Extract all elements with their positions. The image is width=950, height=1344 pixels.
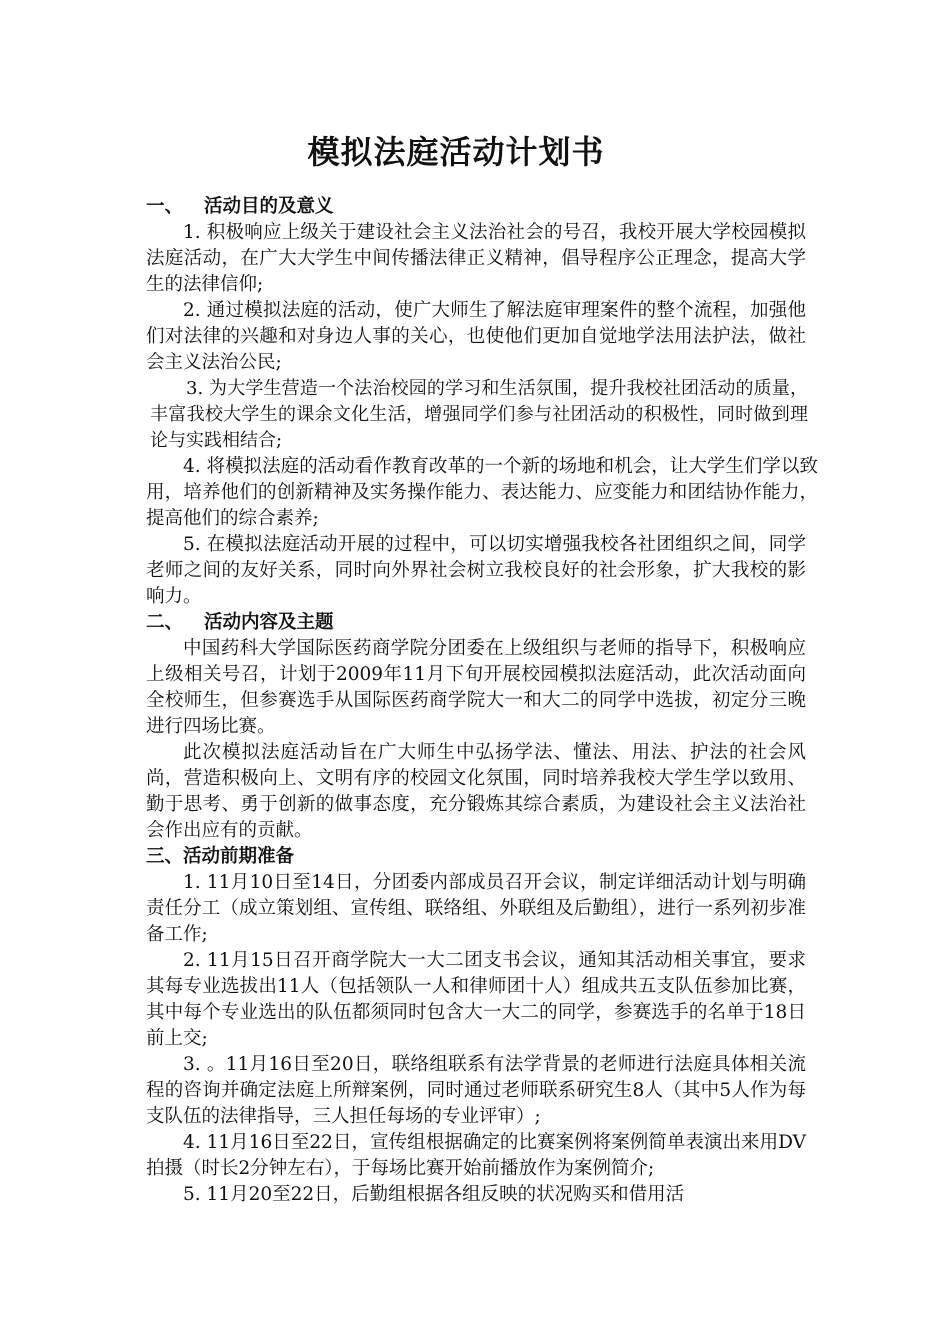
section-title: 活动目的及意义	[204, 196, 334, 217]
paragraph: 5. 11月20至22日，后勤组根据各组反映的状况购买和借用活	[183, 1184, 685, 1205]
section-heading-1	[146, 194, 818, 220]
paragraph: 2. 通过模拟法庭的活动，使广大师生了解法庭审理案件的整个流程，加强他们对法律的兴趣和对身边人事的关心，也使他们更加自觉地学法用法护法，做社会主义法治公民;	[146, 300, 806, 373]
paragraph: 4. 11月16日至22日，宣传组根据确定的比赛案例将案例简单表演出来用DV拍摄（时长2分钟左右），于每场比赛开始前播放作为案例简介;	[146, 1132, 806, 1179]
paragraph: 3. 。11月16日至20日，联络组联系有法学背景的老师进行法庭具体相关流程的咨询并确定法庭上所辩案例，同时通过老师联系研究生8人（其中5人作为每支队伍的法律指导，三人担任每场的专业评审）;	[146, 1054, 806, 1127]
paragraph: 2. 11月15日召开商学院大一大二团支书会议，通知其活动相关事宜，要求其每专业选拔出11人（包括领队一人和律师团十人）组成共五支队伍参加比赛，其中每个专业选出的队伍都须同时包含大一大二的同学，参赛选手的名单于18日前上交;	[146, 950, 806, 1049]
section-number: 二、	[146, 612, 184, 633]
paragraph: 3. 为大学生营造一个法治校园的学习和生活氛围，提升我校社团活动的质量，丰富我校大学生的课余文化生活，增强同学们参与社团活动的积极性，同时做到理论与实践相结合;	[150, 378, 808, 451]
paragraph: 1. 11月10日至14日，分团委内部成员召开会议，制定详细活动计划与明确责任分工（成立策划组、宣传组、联络组、外联组及后勤组），进行一系列初步准备工作;	[146, 872, 806, 945]
section-heading-3	[146, 844, 818, 870]
paragraph: 4. 将模拟法庭的活动看作教育改革的一个新的场地和机会，让大学生们学以致用，培养他们的创新精神及实务操作能力、表达能力、应变能力和团结协作能力，提高他们的综合素养;	[146, 456, 818, 529]
section-number: 一、	[146, 196, 184, 217]
paragraph: 1. 积极响应上级关于建设社会主义法治社会的号召，我校开展大学校园模拟法庭活动，在广大大学生中间传播法律正义精神，倡导程序公正理念，提高大学生的法律信仰;	[146, 222, 806, 295]
paragraph: 中国药科大学国际医药商学院分团委在上级组织与老师的指导下，积极响应上级相关号召，计划于2009年11月下旬开展校园模拟法庭活动，此次活动面向全校师生，但参赛选手从国际医药商学院大一和大二的同学中选拔，初定分三晚进行四场比赛。	[146, 638, 806, 737]
paragraph: 5. 在模拟法庭活动开展的过程中，可以切实增强我校各社团组织之间，同学老师之间的友好关系，同时向外界社会树立我校良好的社会形象，扩大我校的影响力。	[146, 534, 806, 607]
section-title: 活动内容及主题	[204, 612, 334, 633]
document-body	[146, 194, 818, 1208]
section-heading-2	[146, 610, 818, 636]
section-number: 三、	[146, 846, 184, 867]
document-title: 模拟法庭活动计划书	[307, 133, 605, 171]
paragraph: 此次模拟法庭活动旨在广大师生中弘扬学法、懂法、用法、护法的社会风尚，营造积极向上、文明有序的校园文化氛围，同时培养我校大学生学以致用、勤于思考、勇于创新的做事态度，充分锻炼其综合素质，为建设社会主义法治社会作出应有的贡献。	[146, 742, 806, 841]
section-title: 活动前期准备	[183, 846, 295, 867]
